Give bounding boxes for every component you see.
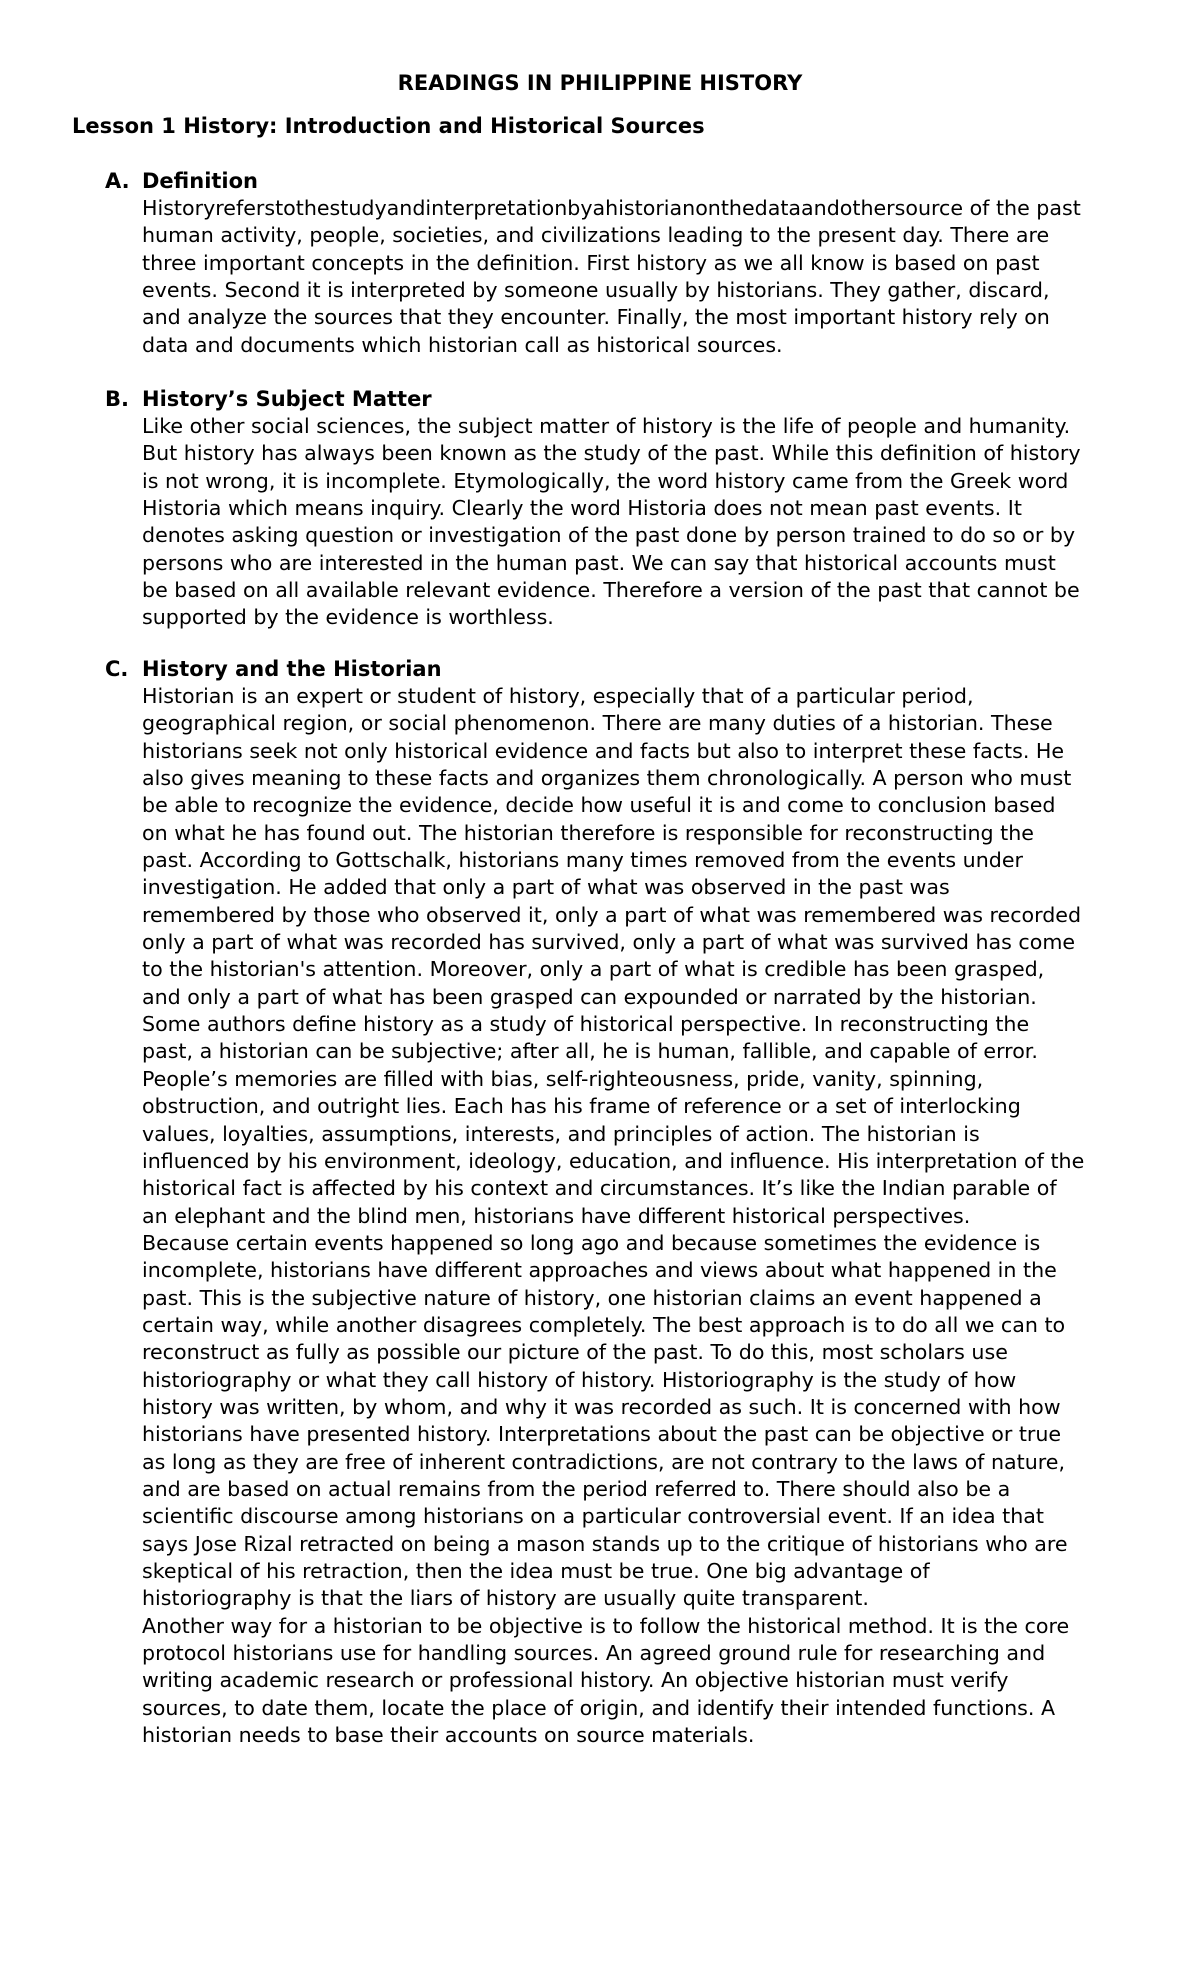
section-subject-matter	[105, 386, 1145, 632]
section-definition	[105, 168, 1145, 359]
section-body: Historian is an expert or student of history, especially that of a particular period, geographical region, or social phenomenon. There are many duties of a historian. These historians seek not only historical evidence and facts but also to interpret these facts. He also gives meaning to these facts and organizes them chronologically. A person who must be able to recognize the evidence, decide how useful it is and come to conclusion based on what he has found out. The historian therefore is responsible for reconstructing the past. According to Gottschalk, historians many times removed from the events under investigation. He added that only a part of what was observed in the past was remembered by those who observed it, only a part of what was remembered was recorded only a part of what was recorded has survived, only a part of what was survived has come to the historian's attention. Moreover, only a part of what is credible has been grasped, and only a part of what has been grasped can expounded or narrated by the historian. Some authors define history as a study of historical perspective. In reconstructing the past, a historian can be subjective; after all, he is human, fallible, and capable of error. People’s memories are filled with bias, self-righteousness, pride, vanity, spinning, obstruction, and outright lies. Each has his frame of reference or a set of interlocking values, loyalties, assumptions, interests, and principles of action. The historian is influenced by his environment, ideology, education, and influence. His interpretation of the historical fact is affected by his context and circumstances. It’s like the Indian parable of an elephant and the blind men, historians have different historical perspectives. Because certain events happened so long ago and because sometimes the evidence is incomplete, historians have different approaches and views about what happened in the past. This is the subjective nature of history, one historian claims an event happened a certain way, while another disagrees completely. The best approach is to do all we can to reconstruct as fully as possible our picture of the past. To do this, most scholars use historiography or what they call history of history. Historiography is the study of how history was written, by whom, and why it was recorded as such. It is concerned with how historians have presented history. Interpretations about the past can be objective or true as long as they are free of inherent contradictions, are not contrary to the laws of nature, and are based on actual remains from the period referred to. There should also be a scientific discourse among historians on a particular controversial event. If an idea that says Jose Rizal retracted on being a mason stands up to the critique of historians who are skeptical of his retraction, then the idea must be true. One big advantage of historiography is that the liars of history are usually quite transparent. Another way for a historian to be objective is to follow the historical method. It is the core protocol historians use for handling sources. An agreed ground rule for researching and writing academic research or professional history. An objective historian must verify sources, to date them, locate the place of origin, and identify their intended functions. A historian needs to base their accounts on source materials.	[142, 684, 1085, 1748]
section-history-and-historian	[105, 656, 1145, 1749]
document-title: READINGS IN PHILIPPINE HISTORY	[397, 71, 803, 95]
lesson-title: Lesson 1 History: Introduction and Historical Sources	[72, 114, 705, 138]
section-body: Like other social sciences, the subject matter of history is the life of people and humanity. But history has always been known as the study of the past. While this definition of history is not wrong, it is incomplete. Etymologically, the word history came from the Greek word Historia which means inquiry. Clearly the word Historia does not mean past events. It denotes asking question or investigation of the past done by person trained to do so or by persons who are interested in the human past. We can say that historical accounts must be based on all available relevant evidence. Therefore a version of the past that cannot be supported by the evidence is worthless.	[142, 414, 1081, 630]
section-heading: History’s Subject Matter	[142, 387, 432, 411]
section-body: Historyreferstothestudyandinterpretationbyahistorianonthedataandothersource of the past human activity, people, societies, and civilizations leading to the present day. There are three important concepts in the definition. First history as we all know is based on past events. Second it is interpreted by someone usually by historians. They gather, discard, and analyze the sources that they encounter. Finally, the most important history rely on data and documents which historian call as historical sources.	[142, 196, 1081, 357]
section-letter: B.	[105, 387, 129, 411]
section-heading: Definition	[142, 169, 259, 193]
section-letter: C.	[105, 657, 129, 681]
section-heading: History and the Historian	[142, 657, 442, 681]
section-letter: A.	[105, 169, 130, 193]
